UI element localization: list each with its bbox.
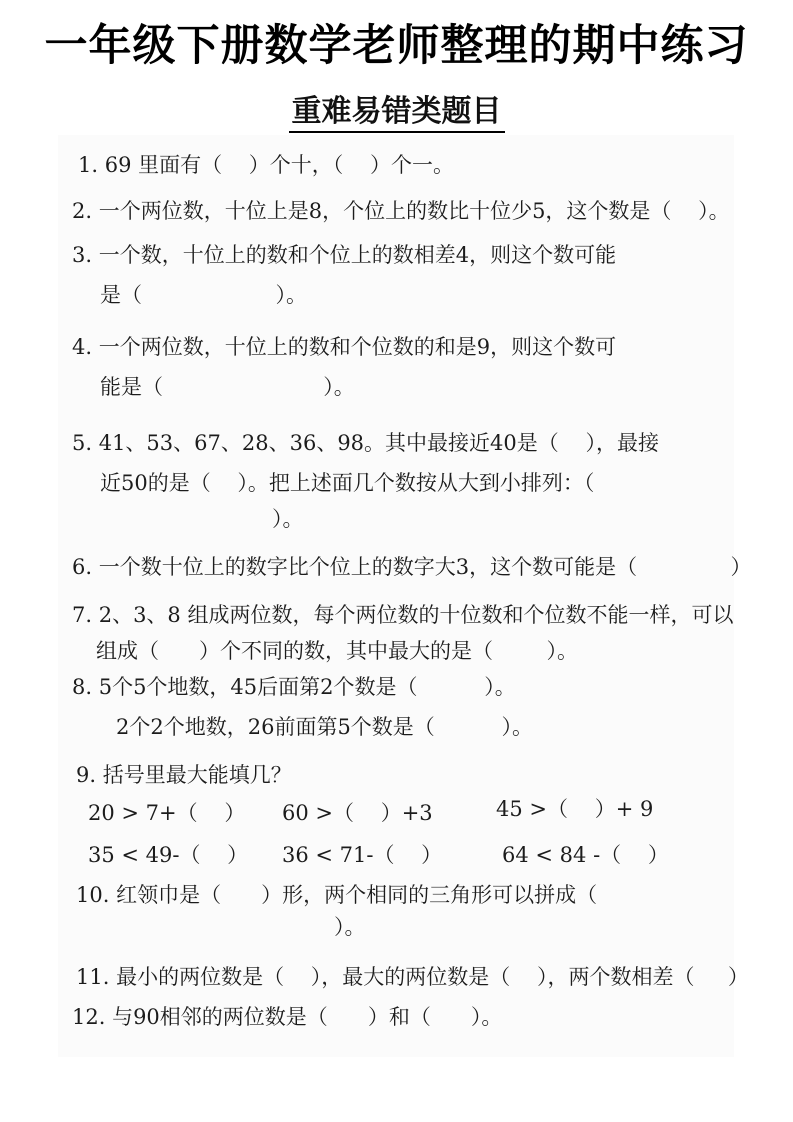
question-10: 10. 红领巾是（ ）形，两个相同的三角形可以拼成（ xyxy=(76,883,598,907)
question-3-continued: 是（ ）。 xyxy=(100,283,308,307)
question-9-item-1: 20 > 7+（ ） xyxy=(88,801,246,825)
question-9-item-2: 60 >（ ）+3 xyxy=(282,801,433,825)
question-5: 5. 41、53、67、28、36、98。其中最接近40是（ ），最接 xyxy=(72,431,659,455)
question-4-continued: 能是（ ）。 xyxy=(100,375,355,399)
question-8-continued: 2个2个地数，26前面第5个数是（ ）。 xyxy=(116,715,534,739)
question-9-item-4: 35 < 49-（ ） xyxy=(88,843,249,867)
question-2: 2. 一个两位数，十位上是8，个位上的数比十位少5，这个数是（ ）。 xyxy=(72,199,730,223)
page-title: 一年级下册数学老师整理的期中练习 xyxy=(44,21,749,71)
question-5-continued: 近50的是（ ）。把上述面几个数按从大到小排列：（ xyxy=(100,471,595,495)
question-1: 1. 69 里面有（ ）个十，（ ）个一。 xyxy=(78,153,455,177)
question-5-end: ）。 xyxy=(272,507,304,531)
question-9-item-6: 64 < 84 -（ ） xyxy=(502,843,669,867)
subtitle-text: 重难易错类题目 xyxy=(289,94,505,133)
question-9-item-5: 36 < 71-（ ） xyxy=(282,843,443,867)
question-12: 12. 与90相邻的两位数是（ ）和（ ）。 xyxy=(72,1005,503,1029)
subtitle xyxy=(0,90,793,138)
question-6: 6. 一个数十位上的数字比个位上的数字大3，这个数可能是（ ） xyxy=(72,555,752,579)
question-4: 4. 一个两位数，十位上的数和个位数的和是9，则这个数可 xyxy=(72,335,617,359)
question-9-item-3: 45 >（ ）+ 9 xyxy=(496,797,654,821)
question-8: 8. 5个5个地数，45后面第2个数是（ ）。 xyxy=(72,675,516,699)
question-7-continued: 组成（ ）个不同的数，其中最大的是（ ）。 xyxy=(96,639,578,663)
question-10-end: ）。 xyxy=(334,915,366,939)
question-7: 7. 2、3、8 组成两位数，每个两位数的十位数和个位数不能一样，可以 xyxy=(72,603,734,627)
worksheet-photo xyxy=(58,135,734,1057)
question-9: 9. 括号里最大能填几？ xyxy=(76,763,292,787)
question-11: 11. 最小的两位数是（ ），最大的两位数是（ ），两个数相差（ ） xyxy=(76,965,749,989)
question-3: 3. 一个数，十位上的数和个位上的数相差4，则这个数可能 xyxy=(72,243,617,267)
